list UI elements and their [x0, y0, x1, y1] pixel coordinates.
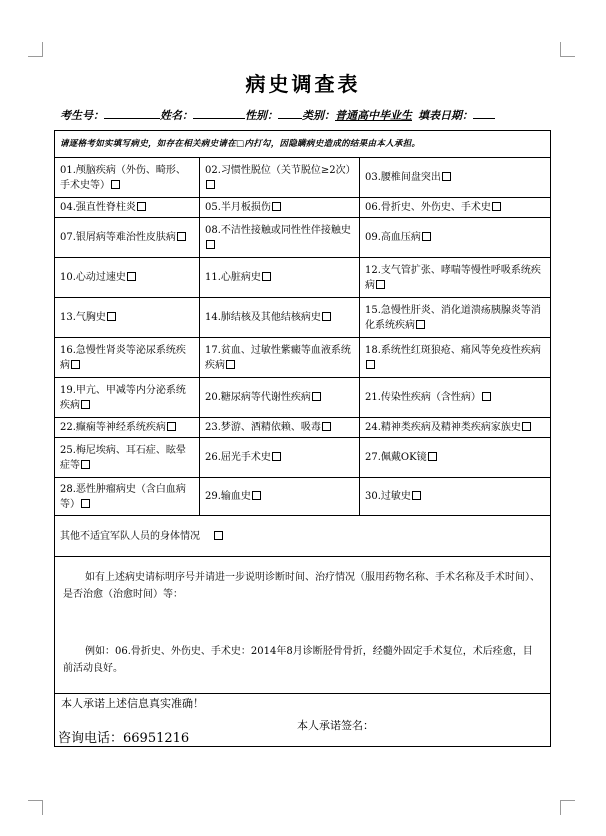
history-table	[54, 130, 551, 747]
history-item[interactable]: 06.骨折史、外伤史、手术史	[360, 198, 551, 218]
checkbox[interactable]	[127, 272, 136, 281]
form-header	[60, 107, 560, 123]
instruction-text: 如有上述病史请标明序号并请进一步说明诊断时间、治疗情况（服用药物名称、手术名称及手术时间）、是否治愈（治愈时间）等：	[63, 572, 540, 600]
category-label: 类别：	[302, 109, 335, 122]
checkbox[interactable]	[81, 460, 90, 469]
history-item[interactable]: 11.心脏病史	[200, 258, 360, 298]
checkbox[interactable]	[482, 392, 491, 401]
history-item[interactable]: 16.急慢性肾炎等泌尿系统疾病	[55, 338, 200, 378]
notice-text: 请逐格考如实填写病史，如存在相关病史请在□内打勾，因隐瞒病史造成的结果由本人承担。	[55, 131, 551, 158]
history-item[interactable]: 22.癫痫等神经系统疾病	[55, 418, 200, 438]
checkbox[interactable]	[167, 422, 176, 431]
history-item[interactable]: 20.糖尿病等代谢性疾病	[200, 378, 360, 418]
history-item[interactable]: 21.传染性疾病（含性病）	[360, 378, 551, 418]
history-item[interactable]: 04.强直性脊柱炎	[55, 198, 200, 218]
checkbox[interactable]	[428, 452, 437, 461]
history-item[interactable]: 01.颅脑疾病（外伤、畸形、手术史等）	[55, 158, 200, 198]
checkbox[interactable]	[522, 422, 531, 431]
checkbox[interactable]	[416, 320, 425, 329]
crop-mark-top-left	[28, 42, 43, 57]
gender-field[interactable]	[278, 108, 302, 119]
checkbox[interactable]	[206, 240, 215, 249]
signature-label: 本人承诺签名：	[297, 719, 374, 732]
history-item[interactable]: 25.梅尼埃病、耳石症、眩晕症等	[55, 438, 200, 478]
history-item[interactable]: 28.恶性肿瘤病史（含白血病等）	[55, 478, 200, 516]
name-field[interactable]	[193, 108, 245, 119]
history-item[interactable]: 26.屈光手术史	[200, 438, 360, 478]
checkbox[interactable]	[226, 360, 235, 369]
checkbox[interactable]	[376, 280, 385, 289]
checkbox[interactable]	[492, 202, 501, 211]
consult-phone: 咨询电话：66951216	[58, 731, 190, 746]
history-item[interactable]: 12.支气管扩张、哮喘等慢性呼吸系统疾病	[360, 258, 551, 298]
checkbox[interactable]	[272, 452, 281, 461]
history-item[interactable]: 03.腰椎间盘突出	[360, 158, 551, 198]
history-item[interactable]: 27.佩戴OK镜	[360, 438, 551, 478]
exam-no-label: 考生号：	[60, 109, 104, 122]
category-value: 普通高中毕业生	[335, 109, 412, 122]
history-item[interactable]: 14.肺结核及其他结核病史	[200, 298, 360, 338]
checkbox[interactable]	[206, 180, 215, 189]
checkbox[interactable]	[422, 232, 431, 241]
name-label: 姓名：	[160, 109, 193, 122]
history-item[interactable]: 23.梦游、酒精依赖、吸毒	[200, 418, 360, 438]
crop-mark-top-right	[560, 42, 575, 57]
checkbox[interactable]	[71, 360, 80, 369]
checkbox[interactable]	[322, 422, 331, 431]
history-item[interactable]: 18.系统性红斑狼疮、痛风等免疫性疾病	[360, 338, 551, 378]
crop-mark-bottom-right	[560, 800, 575, 815]
checkbox[interactable]	[81, 400, 90, 409]
history-item[interactable]: 29.输血史	[200, 478, 360, 516]
checkbox[interactable]	[322, 312, 331, 321]
gender-label: 性别：	[245, 109, 278, 122]
exam-no-field[interactable]	[104, 108, 160, 119]
example-text: 例如：06.骨折史、外伤史、手术史：2014年8月诊断胫骨骨折，经髓外固定手术复位，术后痊愈，目前活动良好。	[63, 646, 533, 674]
history-item[interactable]: 09.高血压病	[360, 218, 551, 258]
checkbox[interactable]	[107, 312, 116, 321]
history-item[interactable]: 08.不洁性接触或同性性伴接触史	[200, 218, 360, 258]
checkbox[interactable]	[214, 531, 223, 540]
checkbox[interactable]	[252, 491, 261, 500]
history-item[interactable]: 19.甲亢、甲减等内分泌系统疾病	[55, 378, 200, 418]
history-item[interactable]: 02.习惯性脱位（关节脱位≥2次）	[200, 158, 360, 198]
history-item[interactable]: 30.过敏史	[360, 478, 551, 516]
checkbox[interactable]	[312, 392, 321, 401]
description-box[interactable]	[55, 557, 551, 694]
history-item[interactable]: 05.半月板损伤	[200, 198, 360, 218]
other-condition-item[interactable]: 其他不适宜军队人员的身体情况	[55, 516, 551, 557]
checkbox[interactable]	[442, 172, 451, 181]
commitment-text: 本人承诺上述信息真实准确！	[61, 697, 204, 710]
checkbox[interactable]	[111, 180, 120, 189]
checkbox[interactable]	[137, 202, 146, 211]
checkbox[interactable]	[81, 499, 90, 508]
checkbox[interactable]	[272, 202, 281, 211]
history-item[interactable]: 13.气胸史	[55, 298, 200, 338]
history-item[interactable]: 24.精神类疾病及精神类疾病家族史	[360, 418, 551, 438]
history-item[interactable]: 10.心动过速史	[55, 258, 200, 298]
history-item[interactable]: 17.贫血、过敏性紫癜等血液系统疾病	[200, 338, 360, 378]
history-item[interactable]: 15.急慢性肝炎、消化道溃疡胰腺炎等消化系统疾病	[360, 298, 551, 338]
checkbox[interactable]	[366, 360, 375, 369]
form-title: 病史调查表	[245, 72, 361, 96]
checkbox[interactable]	[412, 491, 421, 500]
checkbox[interactable]	[262, 272, 271, 281]
history-item[interactable]: 07.银屑病等难治性皮肤病	[55, 218, 200, 258]
date-field[interactable]	[473, 108, 495, 119]
checkbox[interactable]	[177, 232, 186, 241]
date-label: 填表日期：	[418, 109, 473, 122]
crop-mark-bottom-left	[28, 800, 43, 815]
